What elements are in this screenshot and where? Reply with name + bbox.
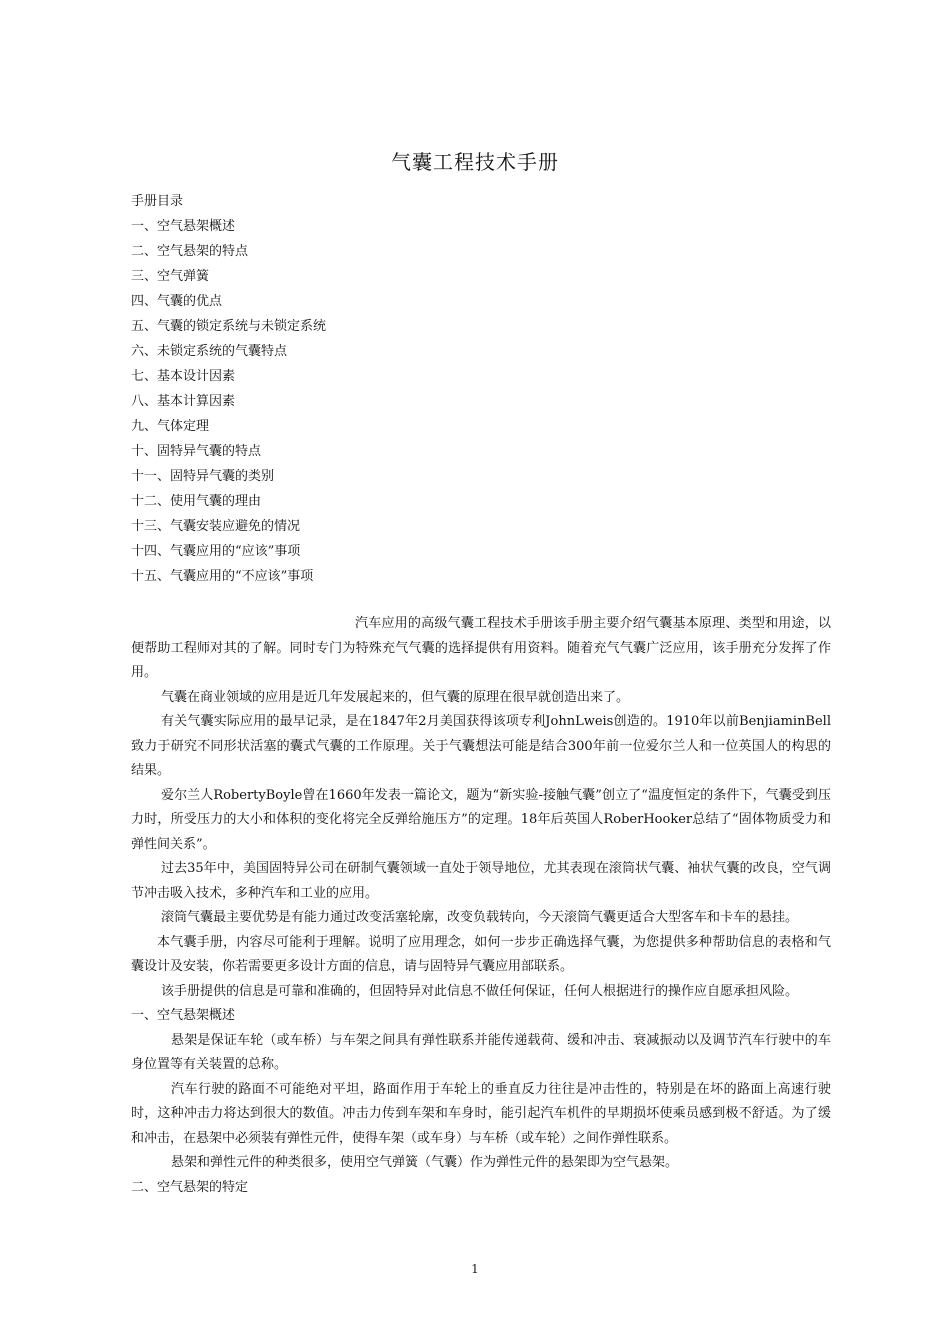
body-paragraph: 本气囊手册，内容尽可能利于理解。说明了应用理念，如何一步步正确选择气囊，为您提供多种帮助信息的表格和气囊设计及安装，你若需要更多设计方面的信息，请与固特异气囊应用部联系。 bbox=[131, 934, 831, 974]
body-paragraph: 悬架是保证车轮（或车桥）与车架之间具有弹性联系并能传递载荷、缓和冲击、衰减振动以及调节汽车行驶中的车身位置等有关装置的总称。 bbox=[131, 1032, 831, 1072]
toc-item: 十、固特异气囊的特点 bbox=[131, 444, 262, 459]
toc-item: 十三、气囊安装应避免的情况 bbox=[131, 519, 301, 534]
toc-item: 一、空气悬架概述 bbox=[131, 219, 236, 234]
section-heading: 二、空气悬架的特定 bbox=[131, 1179, 249, 1195]
toc-item: 五、气囊的锁定系统与未锁定系统 bbox=[131, 319, 327, 334]
toc-item: 二、空气悬架的特点 bbox=[131, 244, 249, 259]
toc-item: 十二、使用气囊的理由 bbox=[131, 494, 262, 509]
document-body bbox=[131, 612, 831, 1200]
toc-item: 六、未锁定系统的气囊特点 bbox=[131, 344, 288, 359]
toc-item: 十一、固特异气囊的类别 bbox=[131, 469, 275, 484]
body-paragraph: 爱尔兰人RobertyBoyle曾在1660年发表一篇论文，题为“新实验-接触气囊”创立了“温度恒定的条件下，气囊受到压力时，所受压力的大小和体积的变化将完全反弹给施压方”的定理。18年后英国人RoberHooker总结了“固体物质受力和弹性间关系”。 bbox=[131, 787, 831, 852]
table-of-contents bbox=[131, 189, 831, 589]
toc-item: 三、空气弹簧 bbox=[131, 269, 210, 284]
intro-paragraph: 汽车应用的高级气囊工程技术手册该手册主要介绍气囊基本原理、类型和用途，以便帮助工程师对其的了解。同时专门为特殊充气气囊的选择提供有用资料。随着充气气囊广泛应用，该手册充分发挥了作用。 bbox=[131, 616, 831, 680]
toc-item: 四、气囊的优点 bbox=[131, 294, 223, 309]
body-paragraph: 汽车行驶的路面不可能绝对平坦，路面作用于车轮上的垂直反力往往是冲击性的，特别是在坏的路面上高速行驶时，这种冲击力将达到很大的数值。冲击力传到车架和车身时，能引起汽车机件的早期损坏使乘员感到极不舒适。为了缓和冲击，在悬架中必须装有弹性元件，使得车架（或车身）与车桥（或车轮）之间作弹性联系。 bbox=[131, 1081, 831, 1146]
toc-item: 八、基本计算因素 bbox=[131, 394, 236, 409]
toc-item: 十五、气囊应用的“不应该”事项 bbox=[131, 569, 314, 584]
body-paragraph: 气囊在商业领域的应用是近几年发展起来的，但气囊的原理在很早就创造出来了。 bbox=[161, 689, 630, 705]
body-paragraph: 过去35年中，美国固特异公司在研制气囊领域一直处于领导地位，尤其表现在滚筒状气囊、袖状气囊的改良，空气调节冲击吸入技术，多种汽车和工业的应用。 bbox=[131, 861, 831, 901]
page-number: 1 bbox=[471, 1262, 479, 1276]
toc-heading: 手册目录 bbox=[131, 194, 184, 209]
toc-item: 十四、气囊应用的“应该”事项 bbox=[131, 544, 301, 559]
body-paragraph: 滚筒气囊最主要优势是有能力通过改变活塞轮廓，改变负载转向，今天滚筒气囊更适合大型客车和卡车的悬挂。 bbox=[161, 910, 799, 925]
toc-item: 九、气体定理 bbox=[131, 419, 210, 434]
body-paragraph: 悬架和弹性元件的种类很多，使用空气弹簧（气囊）作为弹性元件的悬架即为空气悬架。 bbox=[171, 1155, 679, 1170]
body-paragraph: 有关气囊实际应用的最早记录，是在1847年2月美国获得该项专利JohnLweis创造的。1910年以前BenjiaminBell致力于研究不同形状活塞的囊式气囊的工作原理。关于气囊想法可能是结合300年前一位爱尔兰人和一位英国人的构思的结果。 bbox=[131, 714, 831, 778]
body-paragraph: 该手册提供的信息是可靠和准确的，但固特异对此信息不做任何保证，任何人根据进行的操作应自愿承担风险。 bbox=[161, 983, 799, 999]
section-heading: 一、空气悬架概述 bbox=[131, 1008, 236, 1023]
toc-item: 七、基本设计因素 bbox=[131, 369, 236, 384]
document-title: 气囊工程技术手册 bbox=[391, 150, 559, 174]
